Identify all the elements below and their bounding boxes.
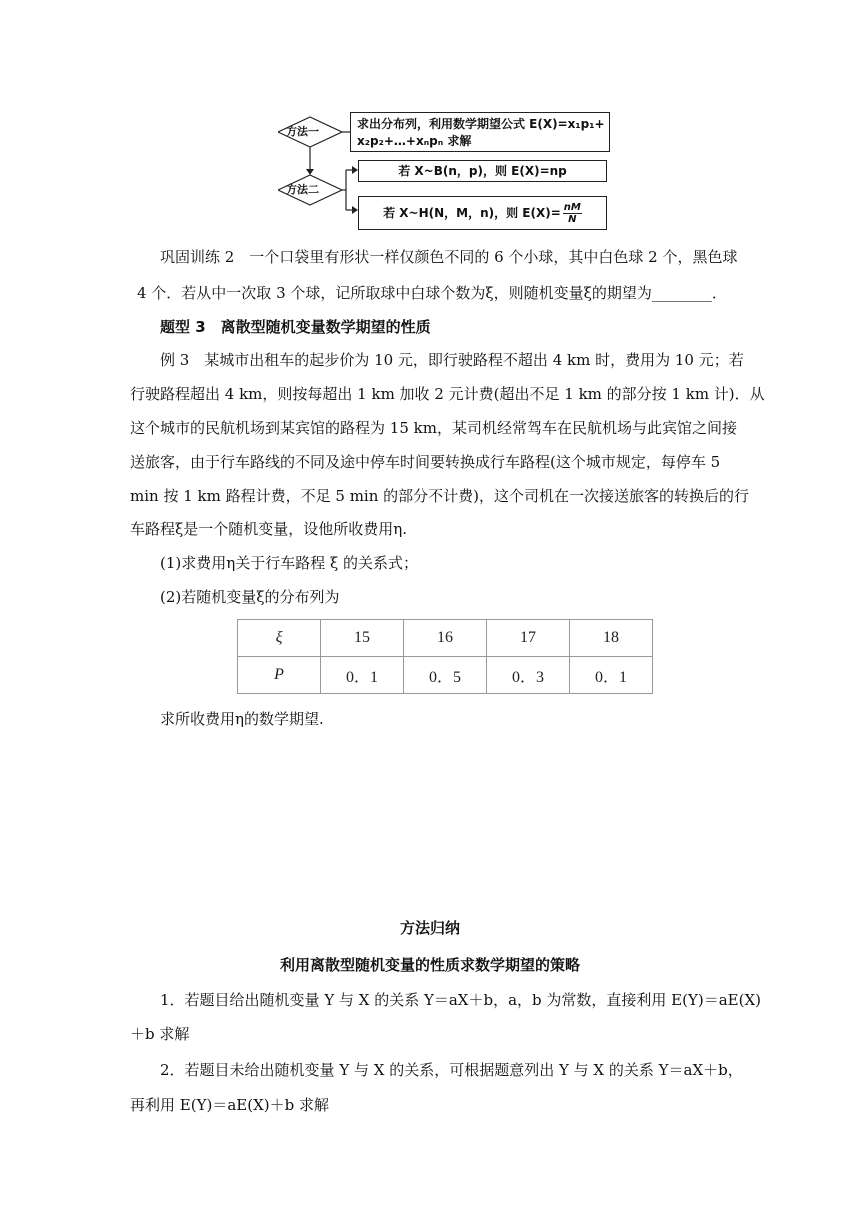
binomial-text: 若 X~B(n，p)，则 E(X)=np (398, 164, 567, 178)
question-1: (1)求费用η关于行车路程 ξ 的关系式； (160, 554, 419, 572)
method-diagram (278, 112, 610, 232)
table-row-probabilities (238, 657, 653, 694)
example-line1: 例 3 某城市出租车的起步价为 10 元，即行驶路程不超出 4 km 时，费用为 10 元；若 (160, 351, 744, 369)
table-header-p: P (238, 657, 321, 694)
hypergeometric-box (358, 196, 607, 230)
table-cell: 17 (487, 620, 570, 657)
hypergeometric-fraction (563, 202, 582, 225)
method1-text-line2: x₂p₂+…+xₙpₙ 求解 (357, 134, 472, 148)
summary-subtitle: 利用离散型随机变量的性质求数学期望的策略 (279, 956, 580, 974)
fraction-numerator: nM (563, 201, 581, 213)
method1-text-line1: 求出分布列，利用数学期望公式 E(X)=x₁p₁+ (357, 117, 605, 131)
after-table-text: 求所收费用η的数学期望. (160, 710, 324, 728)
table-header-xi: ξ (238, 620, 321, 657)
table-cell: 18 (570, 620, 653, 657)
summary-item2-line1: 2．若题目未给出随机变量 Y 与 X 的关系，可根据题意列出 Y 与 X 的关系 Y＝aX＋b， (160, 1061, 743, 1079)
summary-item1-line1: 1．若题目给出随机变量 Y 与 X 的关系 Y＝aX＋b，a，b 为常数，直接利用 E(Y)＝aE(X) (160, 991, 762, 1009)
hypergeometric-text: 若 X~H(N，M，n)，则 E(X)= (383, 205, 561, 220)
section-heading: 题型 3 离散型随机变量数学期望的性质 (160, 318, 431, 336)
distribution-table (237, 619, 653, 694)
table-cell: 0．3 (487, 657, 570, 694)
table-cell: 16 (404, 620, 487, 657)
question-2: (2)若随机变量ξ的分布列为 (160, 588, 340, 606)
table-cell: 0．1 (570, 657, 653, 694)
practice-line2: 4 个．若从中一次取 3 个球，记所取球中白球个数为ξ，则随机变量ξ的期望为________． (137, 284, 727, 302)
binomial-box (358, 160, 607, 182)
table-row-values (238, 620, 653, 657)
summary-item2-line2: 再利用 E(Y)＝aE(X)＋b 求解 (130, 1096, 329, 1114)
table-cell: 0．5 (404, 657, 487, 694)
example-line6: 车路程ξ是一个随机变量，设他所收费用η. (130, 520, 408, 538)
summary-title: 方法归纳 (399, 919, 460, 937)
summary-item1-line2: ＋b 求解 (130, 1025, 190, 1043)
example-line2: 行驶路程超出 4 km，则按每超出 1 km 加收 2 元计费(超出不足 1 km 的部分按 1 km 计)．从 (130, 385, 765, 403)
example-line5: min 按 1 km 路程计费，不足 5 min 的部分不计费)，这个司机在一次接送旅客的转换后的行 (130, 487, 749, 505)
method1-label: 方法一 (286, 125, 319, 138)
method1-box (350, 112, 610, 152)
practice-line1: 巩固训练 2 一个口袋里有形状一样仅颜色不同的 6 个小球，其中白色球 2 个，黑色球 (160, 248, 738, 266)
fraction-denominator: N (568, 213, 577, 225)
method2-label: 方法二 (286, 183, 319, 196)
example-line4: 送旅客，由于行车路线的不同及途中停车时间要转换成行车路程(这个城市规定，每停车 5 (130, 453, 721, 471)
table-cell: 0．1 (321, 657, 404, 694)
table-cell: 15 (321, 620, 404, 657)
example-line3: 这个城市的民航机场到某宾馆的路程为 15 km，某司机经常驾车在民航机场与此宾馆之间接 (130, 419, 737, 437)
